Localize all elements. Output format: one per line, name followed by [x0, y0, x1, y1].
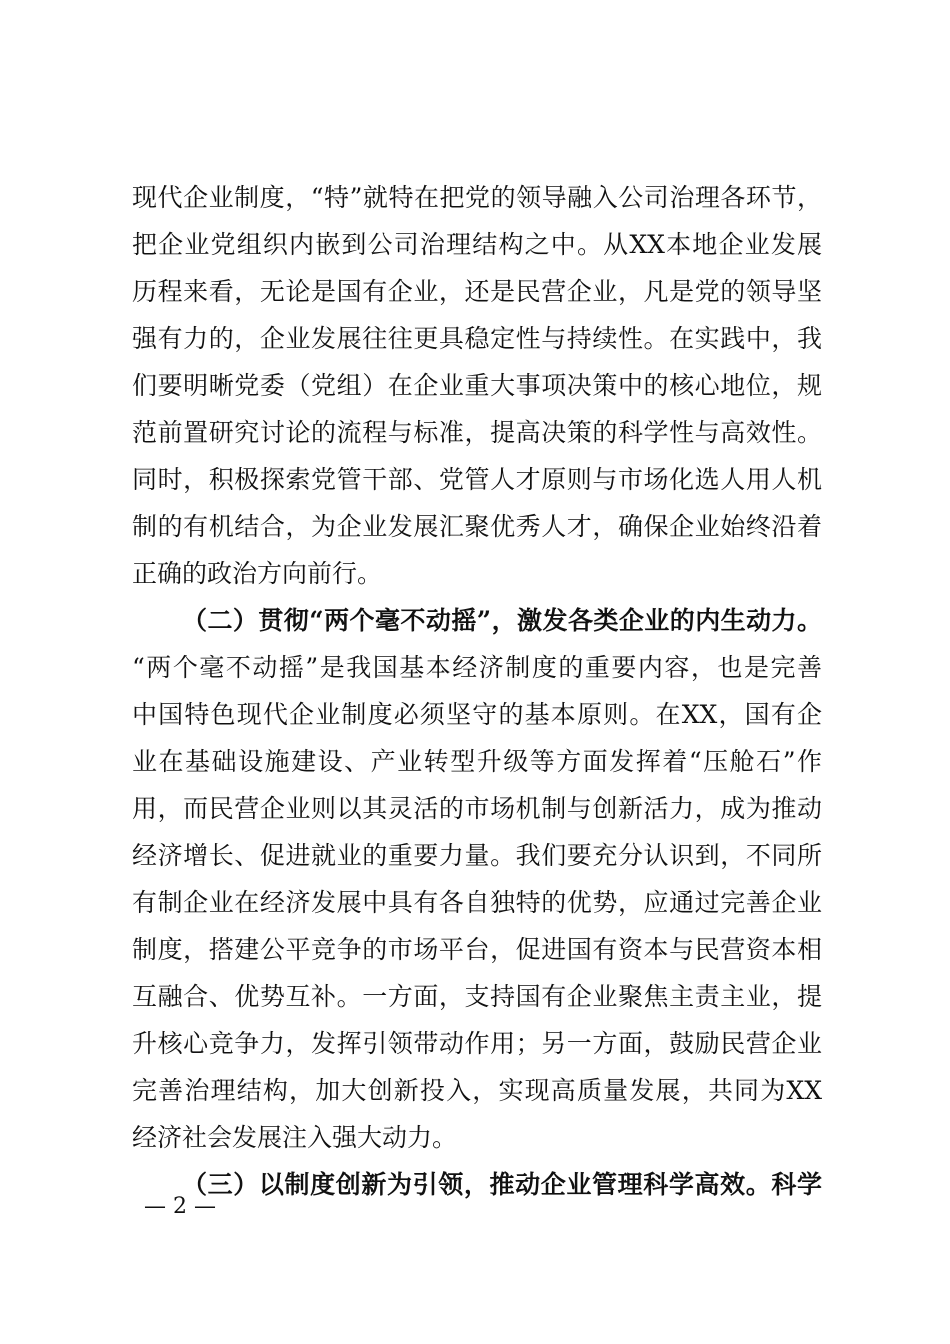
- body-text-line: 经济增长、促进就业的重要力量。我们要充分认识到，不同所: [132, 841, 822, 870]
- body-text-line: “两个毫不动摇”是我国基本经济制度的重要内容，也是完善: [132, 653, 822, 682]
- body-text-line: 制的有机结合，为企业发展汇聚优秀人才，确保企业始终沿着: [132, 512, 822, 541]
- body-text-line: 用，而民营企业则以其灵活的市场机制与创新活力，成为推动: [132, 794, 822, 823]
- page-number: — 2 —: [144, 1194, 216, 1219]
- section-heading: （二）贯彻“两个毫不动摇”，激发各类企业的内生动力。: [182, 606, 822, 635]
- body-text-line: 正确的政治方向前行。: [132, 559, 383, 588]
- body-text-line: 有制企业在经济发展中具有各自独特的优势，应通过完善企业: [132, 888, 822, 917]
- body-text-line: 业在基础设施建设、产业转型升级等方面发挥着“压舱石”作: [132, 747, 822, 776]
- body-text-line: 互融合、优势互补。一方面，支持国有企业聚焦主责主业，提: [132, 982, 822, 1011]
- body-text-line: 历程来看，无论是国有企业，还是民营企业，凡是党的领导坚: [132, 277, 822, 306]
- body-text-line: 把企业党组织内嵌到公司治理结构之中。从XX本地企业发展: [132, 230, 822, 259]
- body-text-line: 制度，搭建公平竞争的市场平台，促进国有资本与民营资本相: [132, 935, 822, 964]
- body-text-line: 中国特色现代企业制度必须坚守的基本原则。在XX，国有企: [132, 700, 822, 729]
- body-text-line: 升核心竞争力，发挥引领带动作用；另一方面，鼓励民营企业: [132, 1029, 822, 1058]
- body-text-line: 完善治理结构，加大创新投入，实现高质量发展，共同为XX: [132, 1076, 822, 1105]
- section-heading: （三）以制度创新为引领，推动企业管理科学高效。科学: [182, 1170, 822, 1199]
- body-text-line: 现代企业制度，“特”就特在把党的领导融入公司治理各环节，: [132, 183, 822, 212]
- body-text-line: 强有力的，企业发展往往更具稳定性与持续性。在实践中，我: [132, 324, 822, 353]
- body-text-line: 们要明晰党委（党组）在企业重大事项决策中的核心地位，规: [132, 371, 822, 400]
- body-text-line: 范前置研究讨论的流程与标准，提高决策的科学性与高效性。: [132, 418, 822, 447]
- body-text-line: 同时，积极探索党管干部、党管人才原则与市场化选人用人机: [132, 465, 822, 494]
- body-text-line: 经济社会发展注入强大动力。: [132, 1123, 458, 1152]
